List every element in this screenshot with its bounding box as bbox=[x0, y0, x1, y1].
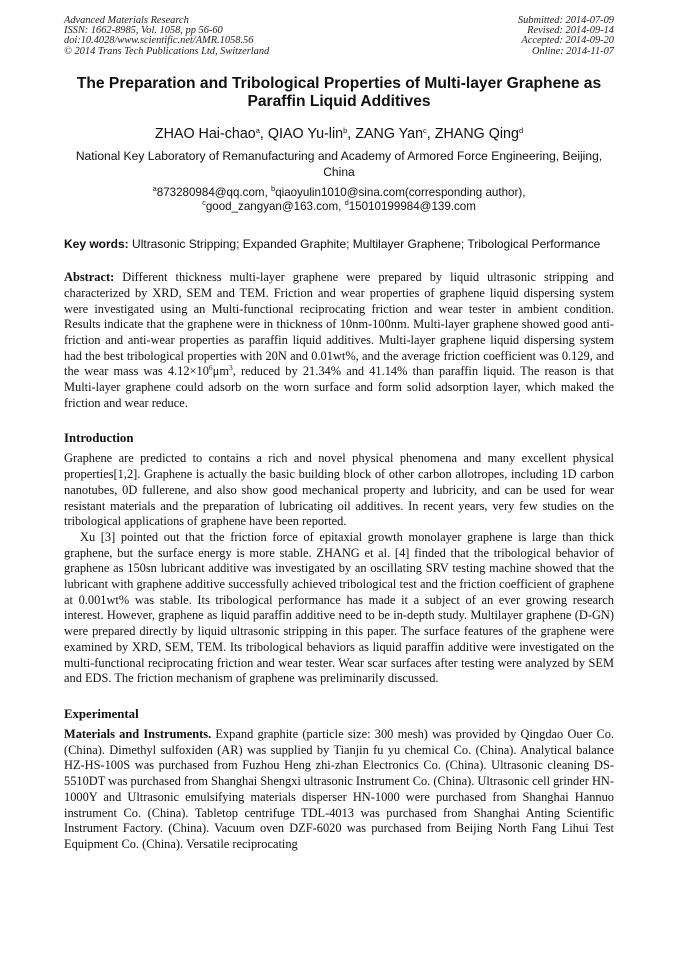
author-sup: d bbox=[518, 125, 524, 135]
author-name: QIAO Yu-lin bbox=[267, 125, 344, 142]
abstract-exponent: 3 bbox=[228, 363, 233, 373]
email-sup: d bbox=[344, 198, 349, 208]
email-sup: a bbox=[152, 183, 157, 193]
author-sup: a bbox=[255, 125, 260, 135]
accepted-date: Accepted: 2014-09-20 bbox=[521, 35, 614, 47]
email-a[interactable]: 873280984@qq.com, bbox=[156, 185, 272, 199]
author-separator: , bbox=[347, 125, 356, 142]
author-list bbox=[64, 125, 614, 143]
author-name: ZHANG Qing bbox=[434, 125, 519, 142]
author-name: ZHAO Hai-chao bbox=[154, 125, 256, 142]
publication-info bbox=[64, 16, 269, 57]
email-d[interactable]: 15010199984@139.com bbox=[348, 200, 476, 214]
online-date: Online: 2014-11-07 bbox=[531, 45, 614, 57]
abstract-text: Different thickness multi-layer graphene were prepared by liquid ultrasonic stripping and characterized by XRD, SEM and TEM. Friction and wear properties of graphene liquid dispersing system were investigated using an Multi-functional reciprocating friction and wear tester in ambient condition. Results indicate that the graphene were in thickness of 10nm-100nm. Multi-layer graphene showed good anti-friction and anti-wear properties as paraffin liquid additives. Multi-layer graphene liquid dispersing system had the best tribological properties with 20N and 0.01wt%, and the average friction coefficient was 0.129, and the wear mass was 4.12×10 bbox=[64, 270, 614, 379]
keywords bbox=[64, 237, 614, 252]
abstract-unit: μm bbox=[212, 364, 229, 379]
abstract-exponent: 6 bbox=[208, 363, 213, 373]
email-list bbox=[64, 183, 614, 215]
submitted-date: Submitted: 2014-07-09 bbox=[517, 15, 614, 26]
introduction-paragraph-1: Graphene are predicted to contains a rich and novel physical phenomena and many excellent physical properties[1,2]. Graphene is actually the basic building block of other carbon allotropes, including 1D carbon nanotubes, 0D fullerene, and also show good mechanical property and lubricity, and can be used for wear resistant materials and the preparation of lubricating oil additives. In recent years, very few studies on the tribological applications of graphene have been reported. bbox=[64, 451, 614, 529]
email-line bbox=[64, 183, 614, 200]
issn-line: ISSN: 1662-8985, Vol. 1058, pp 56-60 bbox=[64, 25, 223, 37]
author-sup: c bbox=[423, 125, 427, 135]
paper-page bbox=[64, 16, 614, 853]
email-sup: b bbox=[271, 183, 276, 193]
materials-text: Expand graphite (particle size: 300 mesh) was provided by Qingdao Ouer Co. (China). Dimethyl sulfoxiden (AR) was supplied by Tianjin fu yu chemical Co. (China). Analytical balance HZ-HS-100S was purchased from Fuzhou Heng zhi-zhan Electronics Co. (China). Ultrasonic cleaning DS-5510DT was purchased from Shanghai Shengxi ultrasonic Instrument Co. (China). Ultrasonic cell grinder HN-1000Y and Ultrasonic emulsifying materials disperser HN-1000 were purchased from Shanghai Hannuo instrument Co. (China). Tabletop centrifuge TDL-4013 was purchased from Shanghai Anting Scientific Instrument Factory. (China). Vacuum oven DZF-6020 was purchased from Beijing North Fang Lihui Test Equipment Co. (China). Versatile reciprocating bbox=[64, 727, 615, 851]
experimental-paragraph bbox=[64, 727, 614, 853]
experimental-heading: Experimental bbox=[64, 707, 139, 721]
keywords-label: Key words: bbox=[64, 236, 129, 251]
abstract bbox=[64, 270, 614, 411]
keywords-text: Ultrasonic Stripping; Expanded Graphite; Multilayer Graphene; Tribological Performance bbox=[128, 236, 601, 251]
revised-date: Revised: 2014-09-14 bbox=[527, 25, 614, 37]
introduction-paragraph-2: Xu [3] pointed out that the friction force of epitaxial growth monolayer graphene is large than thick graphene, but the surface energy is more stable. ZHANG et al. [4] finded that the tribological behavior of graphene as 150sn lubricant additive was investigated by an oscillating SRV testing machine showed that the lubricant with graphene additive successfully achieved tribological test and the friction coefficient of graphene at 0.001wt% was stable. Its tribological performance has made it a subject of an ever growing research interest. However, graphene as liquid paraffin additive need to be in-depth study. Multilayer graphene (D-GN) were prepared directly by liquid ultrasonic stripping in this paper. The surface features of the graphene were examined by XRD, SEM, TEM. Its tribological behaviors as liquid paraffin additive were investigated on the multi-functional reciprocating friction and wear tester. Wear scar surfaces after testing were analyzed by SEM and EDS. The friction mechanism of graphene was preliminarily discussed. bbox=[64, 529, 614, 686]
materials-label: Materials and Instruments. bbox=[64, 727, 212, 741]
affiliation: National Key Laboratory of Remanufacturing and Academy of Armored Force Engineering, Beijing, China bbox=[75, 148, 603, 179]
journal-name: Advanced Materials Research bbox=[64, 15, 189, 26]
paper-title: The Preparation and Tribological Properties of Multi-layer Graphene as Paraffin Liquid Additives bbox=[76, 74, 602, 111]
doi-line: doi:10.4028/www.scientific.net/AMR.1058.56 bbox=[64, 35, 254, 47]
email-b[interactable]: qiaoyulin1010@sina.com(corresponding author), bbox=[275, 185, 526, 199]
author-sup: b bbox=[343, 125, 348, 135]
abstract-label: Abstract: bbox=[64, 270, 115, 285]
publication-dates bbox=[518, 16, 614, 57]
author-separator: , bbox=[426, 125, 435, 142]
author-name: ZANG Yan bbox=[355, 125, 424, 142]
author-separator: , bbox=[259, 125, 268, 142]
email-c[interactable]: good_zangyan@163.com, bbox=[205, 200, 345, 214]
copyright-line: © 2014 Trans Tech Publications Ltd, Switzerland bbox=[64, 45, 270, 57]
abstract-text-end: , reduced by 21.34% and 41.14% than paraffin liquid. The reason is that Multi-layer graphene could adsorb on the worn surface and form solid adsorption layer, which maked the friction and wear reduce. bbox=[64, 364, 615, 410]
email-sup: c bbox=[202, 198, 206, 208]
introduction-heading: Introduction bbox=[64, 431, 134, 446]
journal-header bbox=[64, 16, 614, 57]
email-line bbox=[64, 200, 614, 214]
